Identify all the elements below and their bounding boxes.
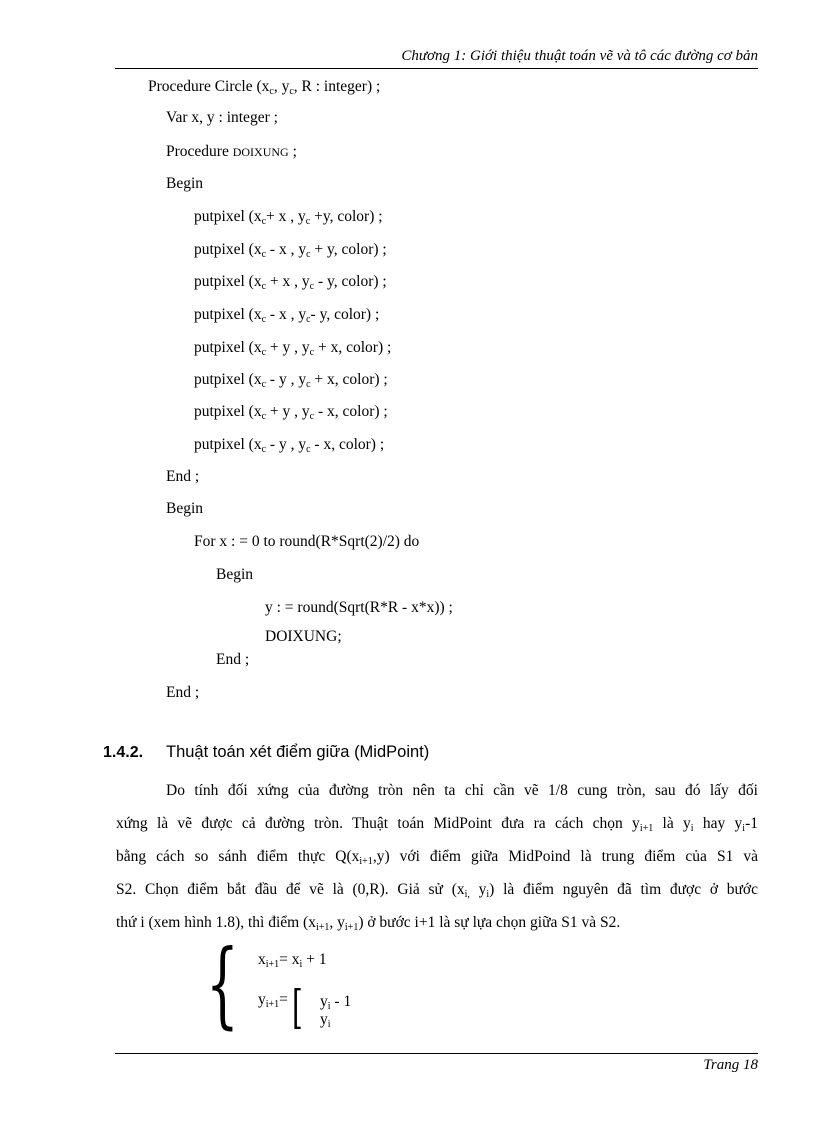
section-number: 1.4.2. bbox=[103, 744, 144, 761]
code-putpixel: putpixel ($x_c$ - x , $y_c-$ y, color) ; bbox=[194, 306, 380, 325]
chapter-header: Chương 1: Giới thiệu thuật toán vẽ và tô các đường cơ bản bbox=[401, 48, 758, 64]
paragraph-line: thứ i (xem hình 1.8), thì điểm ($x_{i+1}$, $y_{i+1}$) ở bước i+1 là sự lựa chọn giữa S1 và S2. bbox=[116, 914, 621, 933]
code-for-line: For x : = 0 to round(R*Sqrt(2)/2) do bbox=[194, 533, 420, 550]
code-end-main: End ; bbox=[166, 684, 200, 701]
formula-y-line: $y_{i+1}=$ bbox=[258, 991, 288, 1010]
code-putpixel: putpixel ($x_c + x$ , $y_c$ - y, color) ; bbox=[194, 273, 387, 292]
code-begin-main: Begin bbox=[166, 500, 204, 517]
paragraph-line: Do tính đối xứng của đường tròn nên ta chỉ cần vẽ 1/8 cung tròn, sau đó lấy đối bbox=[166, 782, 758, 799]
code-assign-line: y : = round(Sqrt(R*R - x*x)) ; bbox=[265, 599, 453, 616]
code-end-inner: End ; bbox=[166, 468, 200, 485]
formula-x-line: $x_{i+1}= x_i + 1$ bbox=[258, 951, 327, 970]
formula-option-2: $y_i$ bbox=[320, 1011, 331, 1030]
formula-left-brace: { bbox=[206, 930, 239, 1039]
paragraph-line: S2. Chọn điểm bắt đầu để vẽ là (0,R). Giả sử ($x_{i,}$ $y_i$) là điểm nguyên đã tìm được ở bước bbox=[116, 881, 759, 900]
code-putpixel: putpixel ($x_c+ x$ , $y_c +y$, color) ; bbox=[194, 208, 383, 227]
paragraph bbox=[116, 782, 758, 952]
code-proc-sym: Procedure DOIXUNG ; bbox=[166, 143, 297, 160]
header-rule bbox=[115, 68, 758, 69]
code-putpixel: putpixel ($x_c + y$ , $y_c + x$, color) ; bbox=[194, 339, 392, 358]
paragraph-line: xứng là vẽ được cả đường tròn. Thuật toán MidPoint đưa ra cách chọn $y_{i+1}$ là $y_i$ hay $y_i-1$ bbox=[116, 815, 758, 834]
formula-option-1: $y_i - 1$ bbox=[320, 993, 352, 1012]
section-title: Thuật toán xét điểm giữa (MidPoint) bbox=[166, 743, 430, 761]
code-var-decl: Var x, y : integer ; bbox=[166, 109, 278, 126]
code-call-line: DOIXUNG; bbox=[265, 628, 342, 645]
code-putpixel: putpixel ($x_c$ - x , $y_c + y$, color) ; bbox=[194, 241, 387, 260]
formula-small-bracket: [ bbox=[292, 980, 303, 1034]
code-putpixel: putpixel ($x_c + y$ , $y_c$ - x, color) ; bbox=[194, 403, 388, 422]
code-proc-decl: Procedure Circle ($x_c$, $y_c$, R : integer) ; bbox=[148, 78, 381, 97]
code-begin-inner: Begin bbox=[166, 175, 204, 192]
code-putpixel: putpixel ($x_c$ - y , $y_c$ - x, color) ; bbox=[194, 436, 385, 455]
code-end-loop: End ; bbox=[216, 651, 250, 668]
code-putpixel: putpixel ($x_c$ - y , $y_c + x$, color) ; bbox=[194, 371, 388, 390]
footer-rule bbox=[115, 1053, 758, 1054]
page-number: Trang 18 bbox=[703, 1057, 758, 1073]
code-begin-loop: Begin bbox=[216, 566, 254, 583]
paragraph-line: bằng cách so sánh điểm thực $Q(x_{i+1},y)$ với điểm giữa MidPoind là trung điểm của S1 và bbox=[116, 848, 758, 867]
